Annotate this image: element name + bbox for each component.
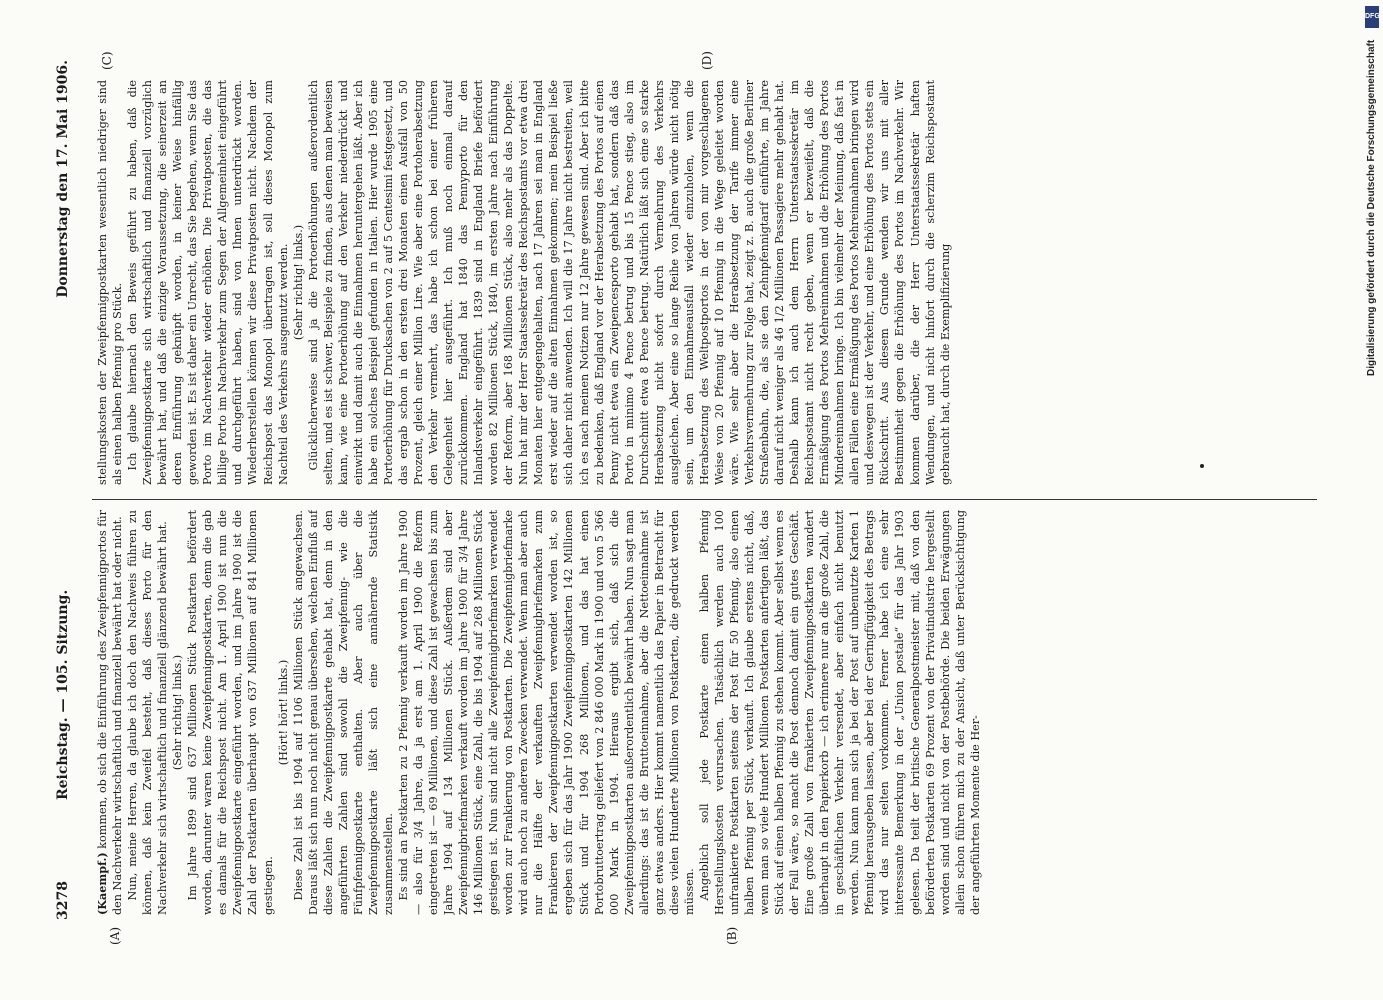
interjection: (Sehr richtig! links.)	[171, 654, 185, 771]
left-paragraph: Angeblich soll jede Postkarte einen halben Pfennig Herstellungskosten verursachen. Tatsächlich werden auch 100 unfrankierte Postkarten seitens der Post für 50 Pfennig, also einen halben Pfennig per Stück, verkauft. Ich glaube erstens nicht, daß, wenn man so viele Hundert Millionen Postkarten anfertigen läßt, das Stück auf einen halben Pfennig zu stehen kommt. Aber selbst wenn es der Fall wäre, so macht die Post dennoch damit ein gutes Geschäft. Eine große Zahl von frankierten Zweipfennigpostkarten wandert überhaupt in den Papierkorb — ich erinnere nur an die große Zahl, die in geschäftlichen Verkehr versendet, aber einfach nicht benutzt werden. Nun kann man sich ja bei der Post auf unbenutzte Karten 1 Pfennig herausgeben lassen, aber bei der Geringfügigkeit des Betrags wird das nur selten vorkommen. Ferner habe ich eine sehr interessante Bemerkung in der „Union postale“ für das Jahr 1903 gelesen. Da teilt der britische Generalpostmeister mit, daß von den beförderten Postkarten 69 Prozent von der Privatindustrie hergestellt worden sind und nicht von der Postbehörde. Die beiden Erwägungen allein schon führen mich zu der Ansicht, daß unter Berücksichtigung der angeführten Momente die Her-	[697, 510, 982, 915]
left-paragraph: Nun, meine Herren, da glaube ich doch den Nachweis führen zu können, daß kein Zweifel besteht, daß dieses Porto für den Nachverkehr sich wirtschaftlich und finanziell glänzend bewährt hat.	[126, 510, 170, 915]
margin-label-c: (C)	[100, 51, 114, 70]
interjection: (Hört! hört! links.)	[276, 659, 290, 766]
margin-label-b: (B)	[725, 926, 739, 945]
print-dot	[1200, 464, 1204, 468]
column-divider	[92, 499, 1317, 500]
page-header	[55, 60, 77, 920]
interjection: (Sehr richtig! links.)	[291, 224, 305, 341]
left-paragraph: Diese Zahl ist bis 1904 auf 1106 Millionen Stück angewachsen. Daraus läßt sich nun noch nicht genau übersehen, welchen Einfluß auf diese Zahlen die Zweipfennigpostkarte gehabt hat, denn in den angeführten Zahlen sind sowohl die Zweipfennig- wie die Fünfpfennigpostkarte enthalten. Aber auch über die Zweipfennigpostkarte läßt sich eine annähernde Statistik zusammenstellen.	[291, 510, 395, 915]
left-paragraph: Im Jahre 1899 sind 637 Millionen Stück Postkarten befördert worden, darunter waren keine Zweipfennigpostkarten, denn die gab es damals für die Reichspost nicht. Am 1. April 1900 ist nun die Zweipfennigpostkarte eingeführt worden, und im Jahre 1900 ist die Zahl der Postkarten überhaupt von 637 Millionen auf 841 Millionen gestiegen.	[186, 510, 275, 915]
left-paragraph: Es sind an Postkarten zu 2 Pfennig verkauft worden im Jahre 1900 — also für 3/4 Jahre, da ja erst am 1. April 1900 die Reform eingetreten ist — 69 Millionen, und diese Zahl ist gewachsen bis zum Jahre 1904 auf 134 Millionen Stück. Außerdem sind aber Zweipfennigbriefmarken verkauft worden im Jahre 1900 für 3/4 Jahre 146 Millionen Stück, eine Zahl, die bis 1904 auf 268 Millionen Stück gestiegen ist. Nun sind nicht alle Zweipfennigbriefmarken verwendet worden zur Frankierung von Postkarten. Die Zweipfennigbriefmarke wird auch noch zu anderen Zwecken verwendet. Wenn man aber auch nur die Hälfte der verkauften Zweipfennigbriefmarken zum Frankieren der Zweipfennigpostkarten verwendet worden ist, so ergeben sich für das Jahr 1900 Zweipfennigpostkarten 142 Millionen Stück und für 1904 268 Millionen, und das hat einen Portobruttoertrag geliefert von 2 846 000 Mark in 1900 und von 5 366 000 Mark in 1904. Hieraus ergibt sich, daß sich die Zweipfennigpostkarten außerordentlich bewährt haben. Nun sagt man allerdings: das ist die Bruttoeinnahme, aber die Nettoeinnahme ist ganz etwas anders. Hier kommt namentlich das Papier in Betracht für diese vielen Hunderte Millionen von Postkarten, die gedruckt werden müssen.	[396, 510, 696, 915]
dfg-logo-icon: DFG	[1365, 6, 1379, 28]
page-number: 3278	[55, 881, 71, 920]
left-paragraph: kommen, ob sich die Einführung des Zweipfennigportos für den Nachverkehr wirtschaftlich und finanziell bewährt hat oder nicht.	[96, 510, 125, 915]
right-paragraph: Ich glaube hiernach den Beweis geführt zu haben, daß die Zweipfennigpostkarte sich wirtschaftlich und finanziell vorzüglich bewährt hat, und daß die einzige Voraussetzung, die seinerzeit an deren Einführung geknüpft worden, in keiner Weise hinfällig geworden ist. Es ist daher ein Unrecht, das Sie begehen, wenn Sie das Porto im Nachverkehr wieder erhöhen. Die Privatposten, die das billige Porto im Nachverkehr zum Segen der Allgemeinheit eingeführt und durchgeführt haben, sind von Ihnen unterdrückt worden. Wiederherstellen können wir diese Privatposten nicht. Nachdem der Reichspost das Monopol übertragen ist, soll dieses Monopol zum Nachteil des Verkehrs ausgenutzt werden.	[126, 80, 290, 485]
right-paragraph: stellungskosten der Zweipfennigpostkarten wesentlich niedriger sind als einen halben Pfennig pro Stück.	[96, 80, 125, 485]
right-column	[95, 80, 1310, 485]
session-date: Donnerstag den 17. Mai 1906.	[55, 60, 71, 298]
margin-label-d: (D)	[700, 51, 714, 70]
speaker-name: (Kaempf.)	[95, 852, 109, 915]
right-paragraph: Glücklicherweise sind ja die Portoerhöhungen außerordentlich selten, und es ist schwer, Beispiele zu finden, aus denen man beweisen kann, wie eine Portoerhöhung auf den Verkehr niederdrückt und einwirkt und damit auch die Einnahmen heruntergehen läßt. Aber ich habe ein solches Beispiel gefunden in Italien. Hier wurde 1905 eine Portoerhöhung für Drucksachen von 2 auf 5 Centesimi festgesetzt, und das ergab schon in den ersten drei Monaten einen Ausfall von 50 Prozent, gleich einer Million Lire. Wie aber eine Portoherabsetzung den Verkehr vermehrt, das habe ich schon bei einer früheren Gelegenheit hier ausgeführt. Ich muß noch einmal darauf zurückkommen. England hat 1840 das Pennyporto für den Inlandsverkehr eingeführt. 1839 sind in England Briefe befördert worden 82 Millionen Stück, 1840, im ersten Jahre nach Einführung der Reform, aber 168 Millionen Stück, also mehr als das Doppelte. Nun hat mir der Herr Staatssekretär des Reichspostamts vor etwa drei Monaten hier entgegengehalten, nach 17 Jahren sei man in England erst wieder auf die alten Einnahmen gekommen; mein Beispiel ließe sich daher nicht anwenden. Ich will die 17 Jahre nicht bestreiten, weil ich es nach meinen Notizen nur 12 Jahre gewesen sind. Aber ich bitte zu bedenken, daß England vor der Herabsetzung des Portos auf einen Penny nicht etwa ein Zweipencesporto gehabt hat, sondern daß das Porto in minimo 4 Pence betrug und bis 15 Pence stieg, also im Durchschnitt etwa 8 Pence betrug. Natürlich läßt sich eine so starke Herabsetzung nicht sofort durch Vermehrung des Verkehrs ausgleichen. Aber eine so lange Reihe von Jahren würde nicht nötig sein, um den Einnahmeausfall wieder einzuholen, wenn die Herabsetzung des Weltpostportos in der von mir vorgeschlagenen Weise von 20 Pfennig auf 10 Pfennig in die Wege geleitet worden wäre. Wie sehr aber die Herabsetzung der Tarife immer eine Verkehrsvermehrung zur Folge hat, zeigt z. B. auch die große Berliner Straßenbahn, die, als sie den Zehnpfennigtarif einführte, im Jahre darauf nicht weniger als 46 1/2 Millionen Passagiere mehr gehabt hat. Deshalb kann ich auch dem Herrn Unterstaatssekretär im Reichspostamt nicht recht geben, wenn er bezweifelt, daß die Ermäßigung des Portos Mehreinnahmen und die Erhöhung des Portos Mindereinnahmen bringe. Ich bin vielmehr der Meinung, daß fast in allen Fällen eine Ermäßigung des Portos Mehreinnahmen bringen wird und deswegen ist der Verkehr, und eine Erhöhung des Portos stets ein Rückschritt. Aus diesem Grunde wenden wir uns mit aller Bestimmtheit gegen die Erhöhung des Portos im Nachverkehr. Wir kommen darüber, die der Herr Unterstaatssekretär haften Wendungen, und nicht hinfort durch die scherzim Reichspostamt gebraucht hat, durch die Exemplifizierung	[306, 80, 952, 485]
session-title: Reichstag. — 105. Sitzung.	[55, 589, 71, 800]
margin-label-a: (A)	[108, 926, 122, 945]
digitization-credit: Digitalisierung gefördert durch die Deutsche Forschungsgemeinschaft	[1366, 40, 1377, 377]
left-column	[95, 510, 1310, 915]
